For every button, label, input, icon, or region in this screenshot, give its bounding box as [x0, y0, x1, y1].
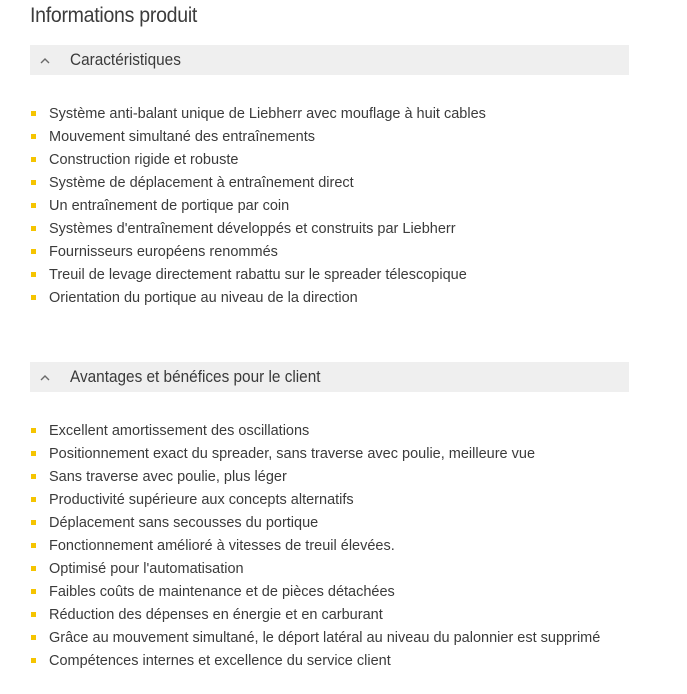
bullet-icon	[31, 226, 36, 231]
bullet-icon	[31, 249, 36, 254]
list-item-text: Réduction des dépenses en énergie et en carburant	[49, 607, 383, 623]
bullet-icon	[31, 497, 36, 502]
list-item	[30, 604, 600, 627]
chevron-up-icon	[30, 362, 60, 392]
bullet-icon	[31, 474, 36, 479]
benefit-list	[30, 420, 600, 673]
list-item-text: Systèmes d'entraînement développés et construits par Liebherr	[49, 221, 456, 237]
list-item	[30, 103, 486, 126]
list-item	[30, 512, 600, 535]
bullet-icon	[31, 295, 36, 300]
list-item-text: Mouvement simultané des entraînements	[49, 129, 315, 145]
bullet-icon	[31, 520, 36, 525]
bullet-icon	[31, 566, 36, 571]
list-item	[30, 264, 486, 287]
list-item-text: Productivité supérieure aux concepts alternatifs	[49, 492, 354, 508]
list-item-text: Un entraînement de portique par coin	[49, 198, 290, 214]
list-item	[30, 149, 486, 172]
list-item	[30, 627, 600, 650]
list-item	[30, 218, 486, 241]
list-item-text: Système de déplacement à entraînement direct	[49, 175, 354, 191]
list-item	[30, 558, 600, 581]
list-item	[30, 650, 600, 673]
list-item	[30, 489, 600, 512]
bullet-icon	[31, 157, 36, 162]
list-item	[30, 535, 600, 558]
list-item-text: Fournisseurs européens renommés	[49, 244, 278, 260]
list-item	[30, 195, 486, 218]
list-item-text: Grâce au mouvement simultané, le déport latéral au niveau du palonnier est supprimé	[49, 630, 601, 646]
list-item-text: Sans traverse avec poulie, plus léger	[49, 469, 287, 485]
list-item-text: Treuil de levage directement rabattu sur le spreader télescopique	[49, 267, 467, 283]
bullet-icon	[31, 589, 36, 594]
bullet-icon	[31, 543, 36, 548]
chevron-up-icon	[30, 45, 60, 75]
list-item-text: Construction rigide et robuste	[49, 152, 239, 168]
list-item-text: Déplacement sans secousses du portique	[49, 515, 319, 531]
page-title: Informations produit	[30, 4, 198, 27]
list-item	[30, 287, 486, 310]
list-item-text: Excellent amortissement des oscillations	[49, 423, 310, 439]
list-item	[30, 420, 600, 443]
bullet-icon	[31, 428, 36, 433]
list-item-text: Optimisé pour l'automatisation	[49, 561, 244, 577]
list-item	[30, 581, 600, 604]
bullet-icon	[31, 134, 36, 139]
bullet-icon	[31, 203, 36, 208]
bullet-icon	[31, 658, 36, 663]
list-item-text: Système anti-balant unique de Liebherr avec mouflage à huit cables	[49, 106, 486, 122]
list-item	[30, 241, 486, 264]
bullet-icon	[31, 612, 36, 617]
section-caracteristiques	[30, 45, 629, 306]
list-item-text: Faibles coûts de maintenance et de pièces détachées	[49, 584, 395, 600]
list-item	[30, 126, 486, 149]
list-item-text: Compétences internes et excellence du service client	[49, 653, 391, 669]
section-title: Caractéristiques	[70, 50, 181, 69]
list-item-text: Orientation du portique au niveau de la direction	[49, 290, 358, 306]
list-item	[30, 172, 486, 195]
bullet-icon	[31, 272, 36, 277]
bullet-icon	[31, 111, 36, 116]
feature-list	[30, 103, 486, 310]
list-item-text: Fonctionnement amélioré à vitesses de treuil élevées.	[49, 538, 395, 554]
bullet-icon	[31, 451, 36, 456]
section-title: Avantages et bénéfices pour le client	[70, 367, 321, 386]
bullet-icon	[31, 180, 36, 185]
accordion-header-avantages[interactable]	[30, 362, 629, 392]
accordion-header-caracteristiques[interactable]	[30, 45, 629, 75]
bullet-icon	[31, 635, 36, 640]
list-item	[30, 443, 600, 466]
section-avantages	[30, 362, 629, 669]
list-item	[30, 466, 600, 489]
list-item-text: Positionnement exact du spreader, sans traverse avec poulie, meilleure vue	[49, 446, 536, 462]
